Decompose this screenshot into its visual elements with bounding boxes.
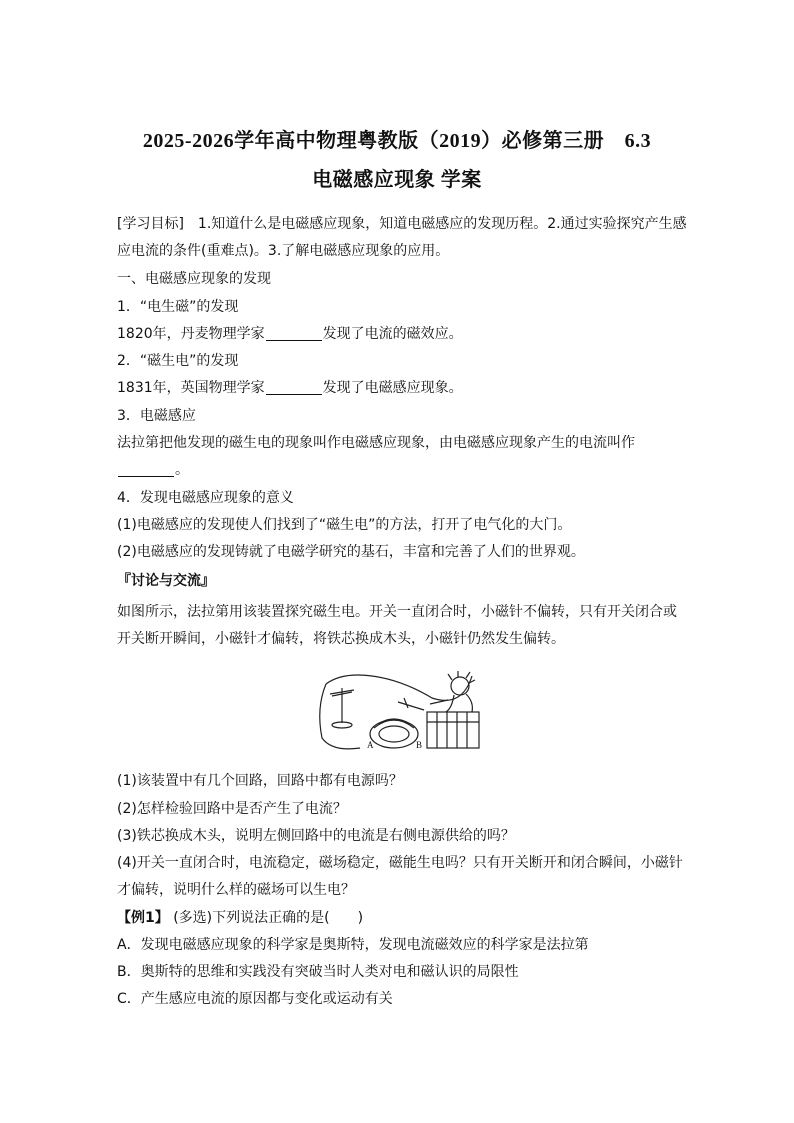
question-1: (1)该装置中有几个回路，回路中都有电源吗？: [117, 773, 403, 789]
example-1: [117, 907, 363, 927]
item1-text-pre: 1820年，丹麦物理学家: [117, 326, 265, 342]
discussion-line-2: 开关断开瞬间，小磁针才偏转，将铁芯换成木头，小磁针仍然发生偏转。: [117, 631, 565, 647]
item2-text-post: 发现了电磁感应现象。: [322, 380, 463, 396]
label-a: A: [367, 740, 374, 750]
label-b: B: [416, 740, 423, 750]
section-heading: 一、电磁感应现象的发现: [117, 271, 271, 287]
fill-blank: [266, 326, 322, 341]
example-question: (多选)下列说法正确的是( ): [173, 910, 364, 926]
item3-title: 3．电磁感应: [117, 408, 196, 424]
faraday-apparatus-figure: [312, 668, 488, 756]
option-c: C．产生感应电流的原因都与变化或运动有关: [117, 991, 393, 1007]
page-subtitle: 电磁感应现象 学案: [312, 169, 482, 191]
question-2: (2)怎样检验回路中是否产生了电流？: [117, 801, 347, 817]
option-a: A．发现电磁感应现象的科学家是奥斯特，发现电流磁效应的科学家是法拉第: [117, 937, 589, 953]
fill-blank: [266, 380, 322, 395]
discussion-line-1: 如图所示，法拉第用该装置探究磁生电。开关一直闭合时，小磁针不偏转，只有开关闭合或: [117, 604, 677, 620]
item3-text: 法拉第把他发现的磁生电的现象叫作电磁感应现象，由电磁感应现象产生的电流叫作: [117, 435, 635, 451]
option-b: B．奥斯特的思维和实践没有突破当时人类对电和磁认识的局限性: [117, 964, 519, 980]
item1-title: 1．“电生磁”的发现: [117, 299, 239, 315]
item2-text-pre: 1831年，英国物理学家: [117, 380, 265, 396]
item2-title: 2．“磁生电”的发现: [117, 353, 239, 369]
question-3: (3)铁芯换成木头，说明左侧回路中的电流是右侧电源供给的吗？: [117, 828, 515, 844]
item2-text: [117, 377, 463, 397]
item3-blank-line: [117, 459, 189, 479]
item1-text: [117, 323, 463, 343]
discussion-heading: 『讨论与交流』: [117, 573, 215, 589]
question-4-line-2: 才偏转，说明什么样的磁场可以生电？: [117, 882, 355, 898]
objectives-line-2: 应电流的条件(重难点)。3.了解电磁感应现象的应用。: [117, 243, 450, 259]
item4-point-2: (2)电磁感应的发现铸就了电磁学研究的基石，丰富和完善了人们的世界观。: [117, 544, 585, 560]
item4-title: 4．发现电磁感应现象的意义: [117, 490, 294, 506]
example-label: 【例1】: [117, 910, 169, 926]
objectives-line-1: [学习目标] 1.知道什么是电磁感应现象，知道电磁感应的发现历程。2.通过实验探究产生感: [117, 216, 687, 232]
item1-text-post: 发现了电流的磁效应。: [322, 326, 463, 342]
fill-blank: [118, 462, 174, 477]
page-title: 2025-2026学年高中物理粤教版（2019）必修第三册 6.3: [142, 130, 652, 152]
question-4-line-1: (4)开关一直闭合时，电流稳定，磁场稳定，磁能生电吗？只有开关断开和闭合瞬间，小磁针: [117, 855, 683, 871]
item4-point-1: (1)电磁感应的发现使人们找到了“磁生电”的方法，打开了电气化的大门。: [117, 517, 572, 533]
item3-end: 。: [175, 462, 189, 478]
